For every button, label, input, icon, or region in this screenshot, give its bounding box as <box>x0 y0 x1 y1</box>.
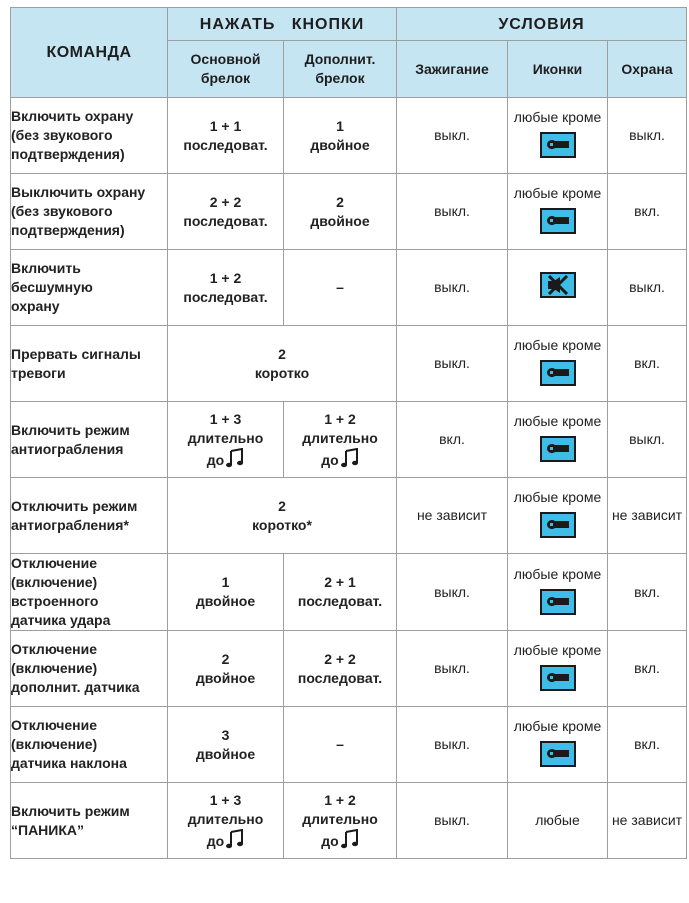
wrench-icon <box>540 665 576 691</box>
icons-condition: любые кроме <box>508 174 608 250</box>
guard-condition: вкл. <box>608 554 687 631</box>
guard-condition: вкл. <box>608 631 687 707</box>
press-main-fob: 1 + 2 последоват. <box>168 250 284 326</box>
press-buttons-header: НАЖАТЬ КНОПКИ <box>168 8 397 41</box>
ignition-condition: выкл. <box>397 631 508 707</box>
command-name: Выключить охрану (без звукового подтверждения) <box>11 174 168 250</box>
command-table <box>10 7 687 859</box>
press-extra-fob: – <box>284 250 397 326</box>
table-row <box>11 707 687 783</box>
icons-condition <box>508 250 608 326</box>
music-note-icon <box>339 833 359 849</box>
wrench-icon <box>540 589 576 615</box>
icons-condition: любые кроме <box>508 707 608 783</box>
music-note-icon <box>224 833 244 849</box>
wrench-icon <box>540 741 576 767</box>
command-name: Включить режим “ПАНИКА” <box>11 783 168 859</box>
press-main-fob: 1 + 3 длительно до <box>168 402 284 478</box>
guard-condition: выкл. <box>608 98 687 174</box>
icons-condition: любые кроме <box>508 554 608 631</box>
wrench-icon <box>540 132 576 158</box>
ignition-condition: выкл. <box>397 250 508 326</box>
press-main-fob: 2 + 2 последоват. <box>168 174 284 250</box>
press-main-fob: 1 двойное <box>168 554 284 631</box>
press-both-fobs: 2 коротко* <box>168 478 397 554</box>
icons-header: Иконки <box>508 41 608 98</box>
wrench-icon <box>540 208 576 234</box>
guard-condition: выкл. <box>608 250 687 326</box>
ignition-condition: вкл. <box>397 402 508 478</box>
extra-fob-header: Дополнит. брелок <box>284 41 397 98</box>
table-row <box>11 478 687 554</box>
press-extra-fob: 1 двойное <box>284 98 397 174</box>
conditions-header: УСЛОВИЯ <box>397 8 687 41</box>
table-row <box>11 250 687 326</box>
guard-condition: вкл. <box>608 326 687 402</box>
music-note-icon <box>224 452 244 468</box>
main-fob-header: Основной брелок <box>168 41 284 98</box>
ignition-condition: не зависит <box>397 478 508 554</box>
table-row <box>11 326 687 402</box>
table-row <box>11 98 687 174</box>
icons-condition: любые кроме <box>508 402 608 478</box>
press-main-fob: 1 + 1 последоват. <box>168 98 284 174</box>
press-extra-fob: – <box>284 707 397 783</box>
guard-condition: не зависит <box>608 478 687 554</box>
guard-condition: вкл. <box>608 707 687 783</box>
press-main-fob: 1 + 3 длительно до <box>168 783 284 859</box>
command-name: Включить охрану (без звукового подтверждения) <box>11 98 168 174</box>
ignition-condition: выкл. <box>397 174 508 250</box>
music-note-icon <box>339 452 359 468</box>
ignition-condition: выкл. <box>397 326 508 402</box>
press-extra-fob: 1 + 2 длительно до <box>284 783 397 859</box>
guard-condition: не зависит <box>608 783 687 859</box>
ignition-condition: выкл. <box>397 554 508 631</box>
guard-header: Охрана <box>608 41 687 98</box>
press-extra-fob: 2 + 2 последоват. <box>284 631 397 707</box>
press-extra-fob: 2 двойное <box>284 174 397 250</box>
icons-condition: любые <box>508 783 608 859</box>
press-both-fobs: 2 коротко <box>168 326 397 402</box>
icons-condition: любые кроме <box>508 98 608 174</box>
table-row <box>11 554 687 631</box>
press-main-fob: 3 двойное <box>168 707 284 783</box>
speaker-muted-icon <box>540 272 576 298</box>
command-name: Отключение (включение) датчика наклона <box>11 707 168 783</box>
wrench-icon <box>540 436 576 462</box>
press-main-fob: 2 двойное <box>168 631 284 707</box>
ignition-condition: выкл. <box>397 707 508 783</box>
command-name: Отключение (включение) встроенного датчика удара <box>11 554 168 631</box>
icons-condition: любые кроме <box>508 478 608 554</box>
icons-condition: любые кроме <box>508 326 608 402</box>
guard-condition: выкл. <box>608 402 687 478</box>
table-row <box>11 402 687 478</box>
guard-condition: вкл. <box>608 174 687 250</box>
press-extra-fob: 1 + 2 длительно до <box>284 402 397 478</box>
ignition-header: Зажигание <box>397 41 508 98</box>
table-row <box>11 174 687 250</box>
wrench-icon <box>540 360 576 386</box>
command-name: Включить бесшумную охрану <box>11 250 168 326</box>
icons-condition: любые кроме <box>508 631 608 707</box>
command-header: КОМАНДА <box>11 8 168 98</box>
command-name: Прервать сигналы тревоги <box>11 326 168 402</box>
table-row <box>11 631 687 707</box>
command-name: Отключение (включение) дополнит. датчика <box>11 631 168 707</box>
ignition-condition: выкл. <box>397 98 508 174</box>
wrench-icon <box>540 512 576 538</box>
table-row <box>11 783 687 859</box>
command-name: Включить режим антиограбления <box>11 402 168 478</box>
ignition-condition: выкл. <box>397 783 508 859</box>
press-extra-fob: 2 + 1 последоват. <box>284 554 397 631</box>
command-name: Отключить режим антиограбления* <box>11 478 168 554</box>
